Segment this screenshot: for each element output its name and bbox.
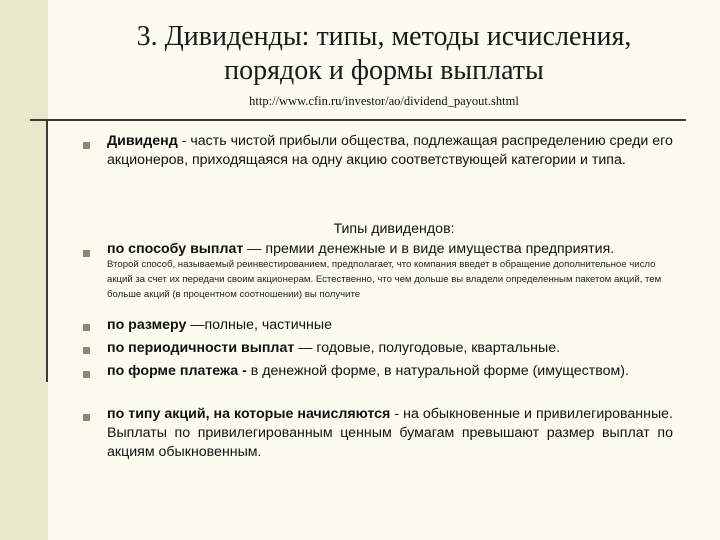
type-item-term: по периодичности выплат	[107, 340, 295, 356]
type-item-term: по размеру	[107, 317, 187, 333]
bullet-icon	[83, 250, 90, 257]
type-item-3	[107, 339, 681, 358]
type-item-term: по типу акций, на которые начисляются	[107, 406, 391, 422]
title-line-2: порядок и формы выплаты	[224, 55, 544, 86]
bullet-icon	[83, 347, 90, 354]
bullet-icon	[83, 324, 90, 331]
types-heading: Типы дивидендов:	[333, 221, 455, 237]
definition-text: - часть чистой прибыли общества, подлежащая распределению среди его акционеров, приходящаяся на одну акцию соответствующей категории и типа.	[107, 133, 673, 168]
type-item-term: по способу выплат	[107, 241, 244, 257]
type-item-text: — премии денежные и в виде имущества предприятия.	[243, 241, 615, 257]
type-item-2	[107, 316, 681, 335]
bullet-icon	[83, 371, 90, 378]
definition-paragraph	[107, 132, 673, 170]
definition-term: Дивиденд	[107, 133, 178, 149]
type-item-term: по форме платежа -	[107, 363, 247, 379]
type-item-text: в денежной форме, в натуральной форме (имуществом).	[246, 363, 629, 379]
slide-title	[84, 20, 684, 88]
type-item-text: —полные, частичные	[186, 317, 332, 333]
side-rule	[46, 120, 48, 382]
title-line-1: 3. Дивиденды: типы, методы исчисления,	[136, 21, 632, 52]
type-item-text: — годовые, полугодовые, квартальные.	[294, 340, 561, 356]
side-band	[0, 0, 48, 540]
type-item-4	[107, 362, 673, 381]
type-item-5	[107, 405, 673, 462]
title-divider	[30, 119, 686, 121]
bullet-icon	[83, 142, 90, 149]
source-url: http://www.cfin.ru/investor/ao/dividend_payout.shtml	[249, 94, 519, 108]
bullet-icon	[83, 414, 90, 421]
reinvestment-note: Второй способ, называемый реинвестированием, предполагает, что компания введет в обращение дополнительное число акций за счет их передачи своим акционерам. Естественно, что чем дольше вы владели определенным пакетом акций, тем больше акций (в процентном соотношении) вы получите	[107, 259, 662, 300]
type-item-text: - на обыкновенные и привилегированные. Выплаты по привилегированным ценным бумагам превышают размер выплат по акциям обыкновенным.	[107, 406, 673, 460]
